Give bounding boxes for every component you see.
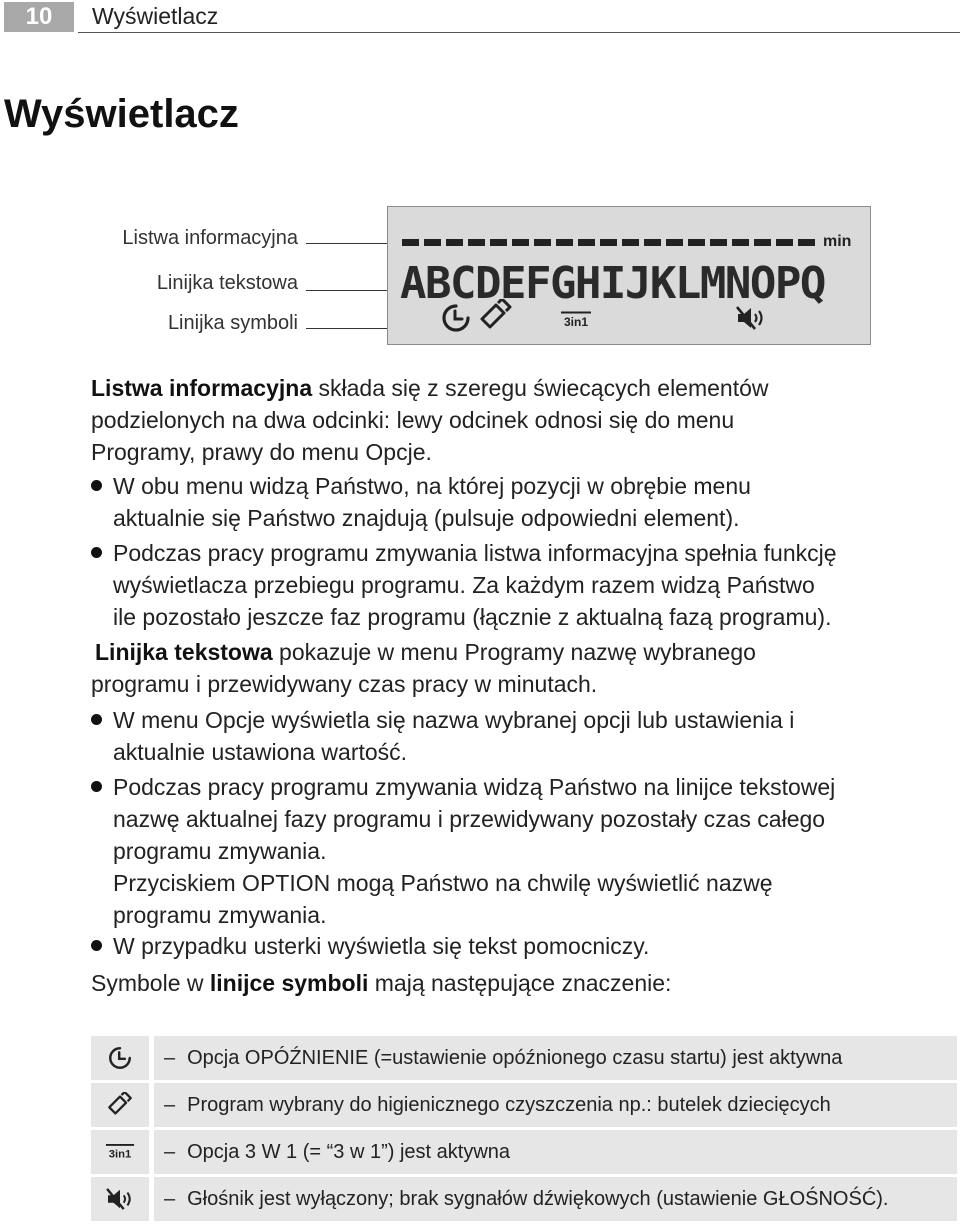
description-text: Głośnik jest wyłączony; brak sygnałów dźwiękowych (ustawienie GŁOŚNOŚĆ).	[187, 1187, 889, 1210]
symbol-cell	[91, 1083, 149, 1127]
header-rule	[78, 32, 960, 33]
page-number: 10	[4, 2, 74, 32]
symbol-cell	[91, 1130, 149, 1174]
symbol-cell	[91, 1036, 149, 1080]
running-title: Wyświetlacz	[92, 3, 219, 29]
bullet-dot	[91, 547, 102, 558]
symbol-description	[154, 1083, 957, 1127]
text-line: programu zmywania.	[113, 838, 327, 864]
term-info-bar: Listwa informacyjna	[91, 375, 313, 401]
clock-icon	[107, 1045, 133, 1071]
three-in-one-label: 3in1	[563, 315, 589, 329]
text-line: nazwę aktualnej fazy programu i przewidywany pozostały czas całego	[113, 806, 826, 832]
paragraph-symbols-intro	[91, 967, 955, 999]
callout-info-bar: Listwa informacyjna	[122, 227, 298, 249]
list-item	[91, 704, 955, 768]
text-line: programu zmywania.	[113, 902, 327, 928]
table-row	[91, 1036, 957, 1080]
unit-label: min	[823, 233, 852, 250]
paragraph-info-bar	[91, 372, 955, 468]
leader-line	[306, 328, 392, 329]
three-in-one-label: 3in1	[108, 1148, 132, 1161]
text-line: aktualnie się Państwo znajdują (pulsuje odpowiedni element).	[113, 505, 740, 531]
text-line: W przypadku usterki wyświetla się tekst pomocniczy.	[113, 933, 650, 959]
speaker-mute-icon	[735, 305, 767, 331]
lcd-text-line: ABCDEFGHIJKLMNOPQ	[400, 258, 825, 309]
text-line: pokazuje w menu Programy nazwę wybranego	[272, 639, 756, 665]
bottle-icon	[478, 299, 514, 333]
text-line: składa się z szeregu świecących elementów	[312, 375, 769, 401]
text-line: aktualnie ustawiona wartość.	[113, 739, 408, 765]
bottle-icon	[106, 1092, 134, 1118]
paragraph-text-line	[91, 636, 959, 700]
text-line: programu i przewidywany czas pracy w minutach.	[91, 671, 598, 697]
text-line: Symbole w	[91, 970, 210, 996]
text-line: Podczas pracy programu zmywania widzą Państwo na linijce tekstowej	[113, 774, 836, 800]
list-item	[91, 470, 955, 534]
text-line: Programy, prawy do menu Opcje.	[91, 439, 432, 465]
bullet-dot	[91, 714, 102, 725]
callout-symbol-line: Linijka symboli	[167, 312, 298, 334]
symbol-description	[154, 1036, 957, 1080]
text-line: W obu menu widzą Państwo, na której pozycji w obrębie menu	[113, 473, 751, 499]
text-line: ile pozostało jeszcze faz programu (łącznie z aktualną fazą programu).	[113, 604, 832, 630]
clock-icon	[440, 303, 472, 333]
info-bar-segments	[402, 239, 822, 249]
list-item	[91, 537, 955, 633]
three-in-one-icon	[560, 311, 592, 329]
term-symbol-line: linijce symboli	[209, 970, 369, 996]
symbol-description	[154, 1130, 957, 1174]
dash: –	[164, 1140, 176, 1163]
table-row	[91, 1083, 957, 1127]
speaker-mute-icon	[105, 1187, 135, 1211]
text-line: Podczas pracy programu zmywania listwa informacyjna spełnia funkcję	[113, 540, 837, 566]
bullet-dot	[91, 781, 102, 792]
bullet-dot	[91, 480, 102, 491]
term-text-line: Linijka tekstowa	[95, 639, 273, 665]
callout-text-line: Linijka tekstowa	[156, 272, 298, 294]
dash: –	[164, 1093, 176, 1116]
text-line: Przyciskiem OPTION mogą Państwo na chwilę wyświetlić nazwę	[113, 870, 773, 896]
leader-line	[306, 243, 392, 244]
list-item	[91, 771, 955, 931]
text-line: mają następujące znaczenie:	[368, 970, 672, 996]
page-title: Wyświetlacz	[4, 92, 239, 136]
text-line: W menu Opcje wyświetla się nazwa wybranej opcji lub ustawienia i	[113, 707, 795, 733]
bullet-dot	[91, 940, 102, 951]
three-in-one-icon	[105, 1143, 135, 1161]
dash: –	[164, 1046, 176, 1069]
symbol-cell	[91, 1177, 149, 1221]
dash: –	[164, 1187, 176, 1210]
text-line: wyświetlacza przebiegu programu. Za każdym razem widzą Państwo	[113, 572, 815, 598]
symbol-description	[154, 1177, 957, 1221]
table-row	[91, 1130, 957, 1174]
text-line: podzielonych na dwa odcinki: lewy odcinek odnosi się do menu	[91, 407, 735, 433]
list-item	[91, 930, 955, 962]
table-row	[91, 1177, 957, 1221]
description-text: Opcja OPÓŹNIENIE (=ustawienie opóźnionego czasu startu) jest aktywna	[187, 1046, 843, 1069]
leader-line	[306, 290, 392, 291]
description-text: Opcja 3 W 1 (= “3 w 1”) jest aktywna	[187, 1140, 511, 1163]
description-text: Program wybrany do higienicznego czyszczenia np.: butelek dziecięcych	[187, 1093, 831, 1116]
